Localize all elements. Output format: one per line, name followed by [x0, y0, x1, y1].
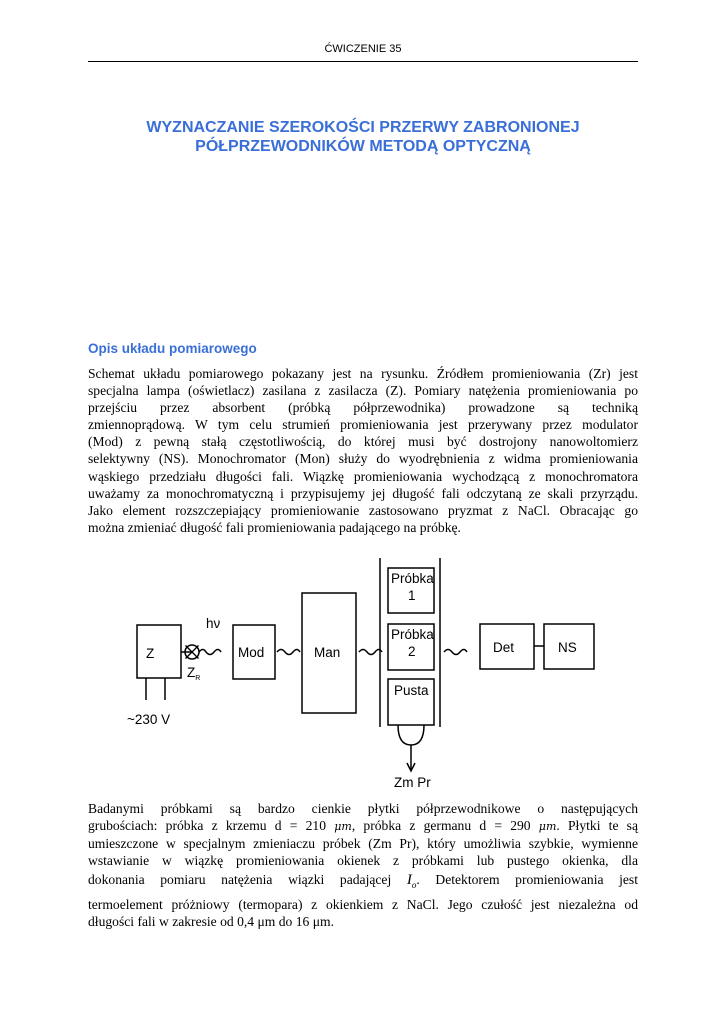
label-probka-1: Próbka — [391, 571, 434, 586]
label-probka-2-number: 2 — [408, 644, 416, 659]
label-pusta: Pusta — [394, 683, 429, 698]
paragraph-line: umieszczone w specjalnym zmieniaczu próbek (Zm Pr), który umożliwia szybkie, wymienne — [88, 836, 638, 852]
label-zm-pr: Zm Pr — [394, 775, 431, 790]
label-man: Man — [314, 645, 341, 660]
paragraph-line: można zmieniać długość fali promieniowania padającego na próbkę. — [88, 519, 461, 535]
section-heading: Opis układu pomiarowego — [88, 341, 257, 356]
paragraph-line: zmiennoprądową. W tym celu strumień promieniowania jest przerywany przez modulator — [88, 417, 638, 433]
paragraph-line: termoelement próżniowy (termopara) z okienkiem z NaCl. Jego czułość jest niezależna od — [88, 897, 638, 913]
label-mod: Mod — [238, 645, 265, 660]
measurement-setup-diagram — [110, 555, 610, 795]
wave-man-samples — [359, 650, 382, 655]
label-ns: NS — [558, 640, 577, 655]
paragraph-line: (Mod) z pewną stałą częstotliwością, do której musi być dostrojony nanowoltomierz — [88, 434, 638, 450]
paragraph-line: Badanymi próbkami są bardzo cienkie płytki półprzewodnikowe o następujących — [88, 801, 638, 816]
document-title — [88, 118, 638, 156]
paragraph-samples-description — [88, 800, 638, 931]
label-det: Det — [493, 640, 515, 655]
wave-lamp-mod — [199, 650, 221, 655]
paragraph-line: wąskiego przedziału długości fali. Wiązkę promieniowania wychodzącą z monochromatora — [88, 468, 638, 484]
label-probka-1-number: 1 — [408, 588, 416, 603]
label-z: Z — [146, 646, 155, 661]
unit-micrometer: μm — [334, 820, 352, 834]
wave-samples-det — [444, 650, 467, 655]
paragraph-line: dokonania pomiaru natężenia wiązki padającej $I_o$. Detektorem promieniowania jest — [88, 872, 638, 891]
label-voltage: ~230 V — [127, 712, 171, 727]
wave-mod-man — [277, 650, 300, 655]
changer-knob — [398, 725, 424, 745]
paragraph-line: specjalna lampa (oświetlacz) zasilana z zasilacza (Z). Pomiary natężenia promieniowania po — [88, 383, 638, 399]
label-zr: $Z_R$ — [187, 665, 201, 682]
intensity-symbol: $I_o$ — [406, 872, 417, 891]
paragraph-line: grubościach: próbka z krzemu d = 210 μm, próbka z germanu d = 290 μm. Płytki te są — [88, 818, 638, 834]
paragraph-line: długości fali w zakresie od 0,4 μm do 16 μm. — [88, 914, 335, 930]
paragraph-line: uważamy za monochromatyczną i przypisujemy jej długość fali odczytaną ze skali przyrządu. — [88, 485, 638, 501]
power-supply-box — [137, 625, 181, 678]
title-line-1: WYZNACZANIE SZEROKOŚCI PRZERWY ZABRONIONEJ — [146, 119, 580, 136]
paragraph-line: wstawianie w wiązkę promieniowania okienek z próbkami lub pustego okienka, dla — [88, 853, 638, 869]
unit-micrometer: μm — [538, 820, 557, 834]
label-hv: hν — [206, 616, 221, 631]
header-rule — [88, 61, 638, 62]
paragraph-line: selektywny (NS). Monochromator (Mon) służy do wyodrębnienia z widma promieniowania — [88, 451, 638, 467]
paragraph-line: przejściu przez absorbent (próbką półprzewodnika) prowadzone są techniką — [88, 400, 638, 416]
title-line-2: PÓŁPRZEWODNIKÓW METODĄ OPTYCZNĄ — [195, 138, 531, 155]
label-probka-2: Próbka — [391, 627, 434, 642]
paragraph-line: Schemat układu pomiarowego pokazany jest na rysunku. Źródłem promieniowania (Zr) jest — [88, 366, 638, 381]
paragraph-setup-description — [88, 365, 638, 536]
paragraph-line: Jako element rozszczepiający promieniowanie zastosowano pryzmat z NaCl. Obracając go — [88, 502, 638, 518]
running-header: ĆWICZENIE 35 — [324, 43, 402, 55]
